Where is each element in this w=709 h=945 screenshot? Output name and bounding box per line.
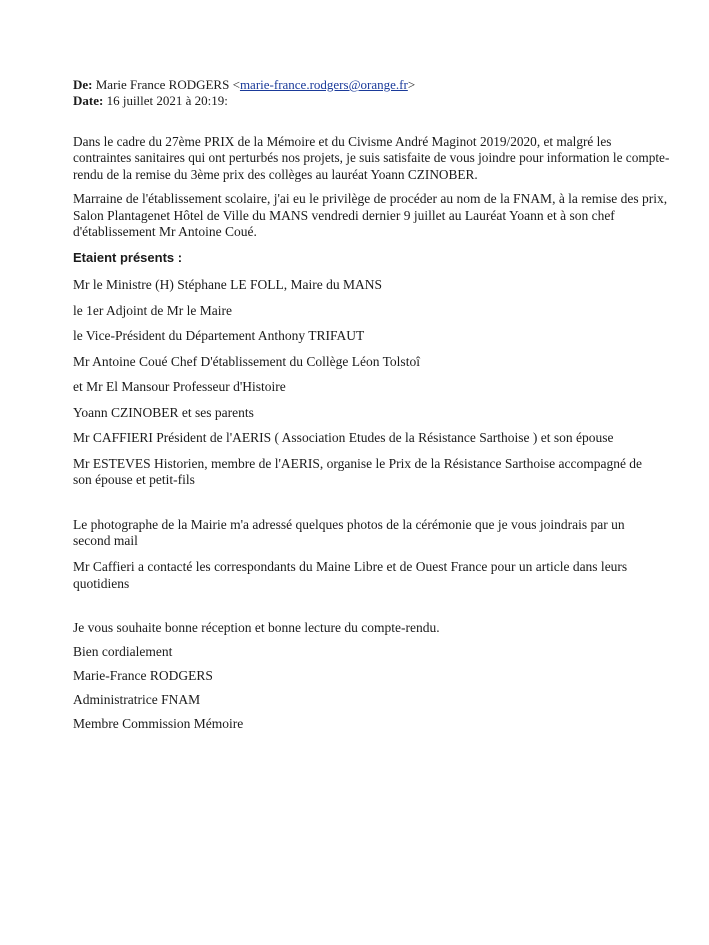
from-label: De: bbox=[73, 77, 93, 92]
list-item: et Mr El Mansour Professeur d'Histoire bbox=[73, 379, 286, 395]
date-line bbox=[73, 93, 415, 109]
list-item: le Vice-Président du Département Anthony TRIFAUT bbox=[73, 328, 365, 344]
intro-paragraph: Dans le cadre du 27ème PRIX de la Mémoire et du Civisme André Maginot 2019/2020, et malgré les contraintes sanitaires qui ont perturbés nos projets, je suis satisfaite de vous joindre pour information le compte-rendu de la remise du 3ème prix des collèges au lauréat Yoann CZINOBER. bbox=[73, 134, 670, 182]
follow-up-block bbox=[73, 517, 673, 592]
from-line bbox=[73, 77, 415, 93]
email-open-bracket: < bbox=[232, 77, 240, 92]
regards-line: Bien cordialement bbox=[73, 644, 173, 660]
list-item: Mr Antoine Coué Chef D'établissement du Collège Léon Tolstoî bbox=[73, 353, 420, 369]
email-header bbox=[73, 77, 415, 109]
list-item: le 1er Adjoint de Mr le Maire bbox=[73, 302, 232, 318]
email-close-bracket: > bbox=[407, 77, 416, 92]
signature-block bbox=[73, 620, 673, 733]
attendees-list bbox=[73, 277, 673, 489]
list-item: Mr CAFFIERI Président de l'AERIS ( Association Etudes de la Résistance Sarthoise ) et son épouse bbox=[73, 430, 614, 446]
wishes-line: Je vous souhaite bonne réception et bonne lecture du compte-rendu. bbox=[73, 620, 440, 636]
attendees-heading: Etaient présents : bbox=[73, 250, 183, 266]
list-item: Mr ESTEVES Historien, membre de l'AERIS, organise le Prix de la Résistance Sarthoise accompagné de son épouse et petit-fils bbox=[73, 455, 643, 488]
list-item: Mr le Ministre (H) Stéphane LE FOLL, Maire du MANS bbox=[73, 277, 382, 293]
signature-member: Membre Commission Mémoire bbox=[73, 716, 244, 732]
date-value: 16 juillet 2021 à 20:19: bbox=[106, 93, 228, 108]
signature-name: Marie-France RODGERS bbox=[73, 668, 213, 684]
photos-paragraph: Le photographe de la Mairie m'a adressé quelques photos de la cérémonie que je vous joindrais par un second mail bbox=[73, 516, 625, 549]
list-item: Yoann CZINOBER et ses parents bbox=[73, 404, 254, 420]
press-paragraph: Mr Caffieri a contacté les correspondants du Maine Libre et de Ouest France pour un article dans leurs quotidiens bbox=[73, 558, 628, 591]
signature-role: Administratrice FNAM bbox=[73, 692, 201, 708]
sender-name: Marie France RODGERS bbox=[95, 77, 230, 92]
letter-body bbox=[73, 134, 673, 733]
sender-email-link[interactable]: marie-france.rodgers@orange.fr bbox=[239, 77, 408, 92]
marraine-paragraph: Marraine de l'établissement scolaire, j'ai eu le privilège de procéder au nom de la FNAM, à la remise des prix, Salon Plantagenet Hôtel de Ville du MANS vendredi dernier 9 juillet au Lauréat Yoann et à son chef d'établissement Mr Antoine Coué. bbox=[73, 190, 668, 240]
date-label: Date: bbox=[73, 93, 104, 108]
